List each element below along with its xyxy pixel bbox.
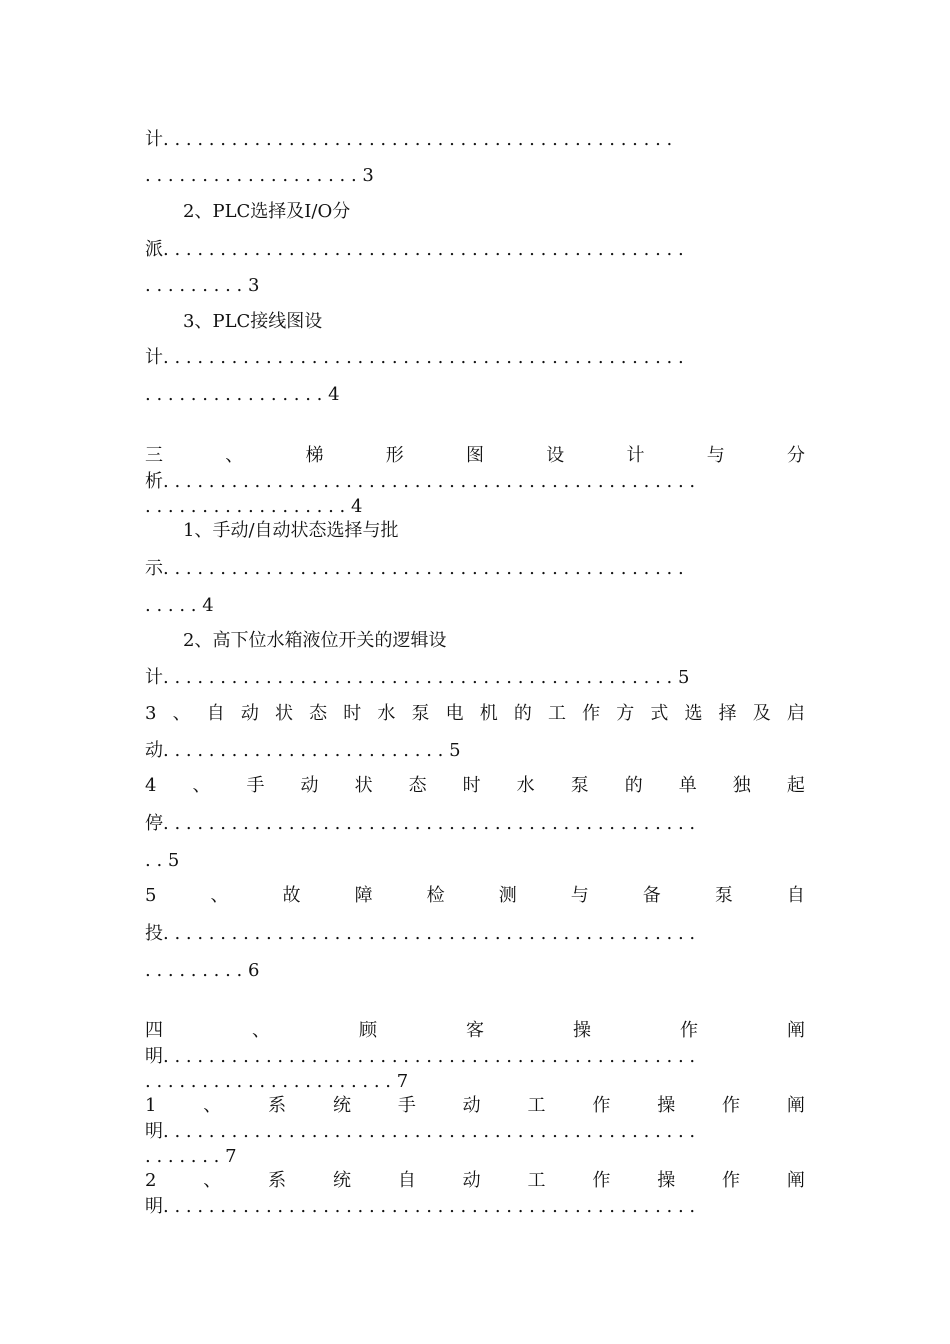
heading-glyph: 泵 [411, 703, 430, 724]
heading-glyph: 选 [684, 703, 703, 724]
heading-glyph: 作 [592, 1095, 611, 1116]
toc-line: . . . . . . . . . . . . . . . . . . 4 [145, 496, 363, 517]
heading-glyph: 状 [274, 703, 293, 724]
toc-entry-heading [145, 884, 805, 908]
heading-glyph: 三 [145, 445, 163, 466]
toc-line: 派. . . . . . . . . . . . . . . . . . . . . . . . . . . . . . . . . . . . . . . . . . . . . . [145, 239, 684, 260]
heading-glyph: 测 [498, 885, 517, 906]
heading-glyph: 时 [462, 775, 481, 796]
heading-glyph: 状 [354, 775, 373, 796]
toc-section-heading [145, 444, 805, 468]
heading-glyph: 2 [145, 1170, 157, 1191]
heading-glyph: 计 [626, 445, 645, 466]
heading-glyph: 、 [203, 1095, 222, 1116]
heading-glyph: 梯 [305, 445, 324, 466]
heading-glyph: 与 [706, 445, 725, 466]
heading-glyph: 、 [203, 1170, 222, 1191]
heading-glyph: 统 [332, 1170, 351, 1191]
heading-glyph: 动 [462, 1095, 481, 1116]
heading-glyph: 水 [377, 703, 396, 724]
toc-line: . . . . . . . . . . . . . . . . . . . 3 [145, 165, 374, 186]
toc-line: 投. . . . . . . . . . . . . . . . . . . . . . . . . . . . . . . . . . . . . . . . . . . . . . . [145, 923, 696, 944]
heading-glyph: 操 [573, 1020, 591, 1041]
heading-glyph: 系 [268, 1170, 287, 1191]
heading-glyph: 的 [513, 703, 532, 724]
toc-line: . . . . . 4 [145, 595, 214, 616]
heading-glyph: 起 [786, 775, 805, 796]
toc-line: 明. . . . . . . . . . . . . . . . . . . . . . . . . . . . . . . . . . . . . . . . . . . . . . . [145, 1196, 696, 1217]
heading-glyph: 四 [145, 1020, 163, 1041]
heading-glyph: 与 [570, 885, 589, 906]
heading-glyph: 态 [408, 775, 427, 796]
heading-glyph: 客 [466, 1020, 484, 1041]
heading-glyph: 泵 [714, 885, 733, 906]
heading-glyph: 形 [385, 445, 404, 466]
toc-entry-heading [145, 774, 805, 798]
heading-glyph: 工 [527, 1170, 546, 1191]
toc-line: . . . . . . . 7 [145, 1146, 237, 1167]
heading-glyph: 、 [225, 445, 244, 466]
heading-glyph: 工 [547, 703, 566, 724]
toc-line: 析. . . . . . . . . . . . . . . . . . . . . . . . . . . . . . . . . . . . . . . . . . . . . . . [145, 471, 696, 492]
heading-glyph: 、 [192, 775, 211, 796]
heading-glyph: 、 [172, 703, 191, 724]
toc-entry-heading [145, 1169, 805, 1193]
heading-glyph: 障 [354, 885, 373, 906]
toc-entry-heading: 1、手动/自动状态选择与批 [183, 520, 399, 541]
heading-glyph: 设 [546, 445, 565, 466]
toc-line: . . . . . . . . . 3 [145, 275, 260, 296]
heading-glyph: 顾 [359, 1020, 377, 1041]
toc-entry-heading [145, 1094, 805, 1118]
toc-line: . . . . . . . . . . . . . . . . . . . . . . 7 [145, 1071, 409, 1092]
toc-line: 计. . . . . . . . . . . . . . . . . . . . . . . . . . . . . . . . . . . . . . . . . . . . . . [145, 347, 684, 368]
heading-glyph: 作 [680, 1020, 698, 1041]
heading-glyph: 作 [582, 703, 601, 724]
toc-line: . . . . . . . . . . . . . . . . 4 [145, 384, 340, 405]
toc-section-heading [145, 1019, 805, 1043]
heading-glyph: 时 [343, 703, 362, 724]
toc-line: 示. . . . . . . . . . . . . . . . . . . . . . . . . . . . . . . . . . . . . . . . . . . . . . [145, 558, 684, 579]
heading-glyph: 备 [642, 885, 661, 906]
heading-glyph: 作 [722, 1095, 741, 1116]
heading-glyph: 的 [624, 775, 643, 796]
heading-glyph: 图 [466, 445, 484, 466]
heading-glyph: 方 [616, 703, 635, 724]
heading-glyph: 电 [445, 703, 464, 724]
heading-glyph: 自 [206, 703, 225, 724]
toc-entry-heading: 2、高下位水箱液位开关的逻辑设 [183, 630, 447, 651]
heading-glyph: 分 [787, 445, 805, 466]
heading-glyph: 操 [657, 1170, 676, 1191]
toc-line: 计. . . . . . . . . . . . . . . . . . . . . . . . . . . . . . . . . . . . . . . . . . . . . 5 [145, 667, 690, 688]
heading-glyph: 1 [145, 1095, 157, 1116]
toc-line: 动. . . . . . . . . . . . . . . . . . . . . . . . . 5 [145, 740, 461, 761]
heading-glyph: 工 [527, 1095, 546, 1116]
heading-glyph: 自 [786, 885, 805, 906]
heading-glyph: 作 [722, 1170, 741, 1191]
heading-glyph: 4 [145, 775, 157, 796]
toc-line: 停. . . . . . . . . . . . . . . . . . . . . . . . . . . . . . . . . . . . . . . . . . . . . . . [145, 813, 696, 834]
heading-glyph: 阐 [786, 1095, 805, 1116]
heading-glyph: 检 [426, 885, 445, 906]
toc-line: . . 5 [145, 850, 180, 871]
heading-glyph: 3 [145, 703, 157, 724]
toc-line: 计. . . . . . . . . . . . . . . . . . . . . . . . . . . . . . . . . . . . . . . . . . . . . [145, 129, 673, 150]
heading-glyph: 系 [268, 1095, 287, 1116]
heading-glyph: 泵 [570, 775, 589, 796]
toc-line: . . . . . . . . . 6 [145, 960, 260, 981]
heading-glyph: 动 [300, 775, 319, 796]
heading-glyph: 及 [752, 703, 771, 724]
heading-glyph: 自 [397, 1170, 416, 1191]
heading-glyph: 动 [240, 703, 259, 724]
toc-line: 明. . . . . . . . . . . . . . . . . . . . . . . . . . . . . . . . . . . . . . . . . . . . . . . [145, 1121, 696, 1142]
heading-glyph: 手 [246, 775, 265, 796]
heading-glyph: 阐 [786, 1170, 805, 1191]
heading-glyph: 、 [210, 885, 229, 906]
heading-glyph: 启 [786, 703, 805, 724]
heading-glyph: 单 [678, 775, 697, 796]
heading-glyph: 操 [657, 1095, 676, 1116]
toc-entry-heading: 2、PLC选择及I/O分 [183, 201, 351, 222]
toc-line: 明. . . . . . . . . . . . . . . . . . . . . . . . . . . . . . . . . . . . . . . . . . . . . . . [145, 1046, 696, 1067]
heading-glyph: 独 [732, 775, 751, 796]
heading-glyph: 故 [282, 885, 301, 906]
heading-glyph: 统 [332, 1095, 351, 1116]
toc-entry-heading: 3、PLC接线图设 [183, 311, 323, 332]
heading-glyph: 机 [479, 703, 498, 724]
heading-glyph: 手 [397, 1095, 416, 1116]
heading-glyph: 、 [252, 1020, 270, 1041]
heading-glyph: 动 [462, 1170, 481, 1191]
heading-glyph: 5 [145, 885, 157, 906]
heading-glyph: 阐 [787, 1020, 805, 1041]
heading-glyph: 态 [309, 703, 328, 724]
heading-glyph: 式 [650, 703, 669, 724]
heading-glyph: 择 [718, 703, 737, 724]
heading-glyph: 作 [592, 1170, 611, 1191]
heading-glyph: 水 [516, 775, 535, 796]
toc-entry-heading [145, 702, 805, 726]
